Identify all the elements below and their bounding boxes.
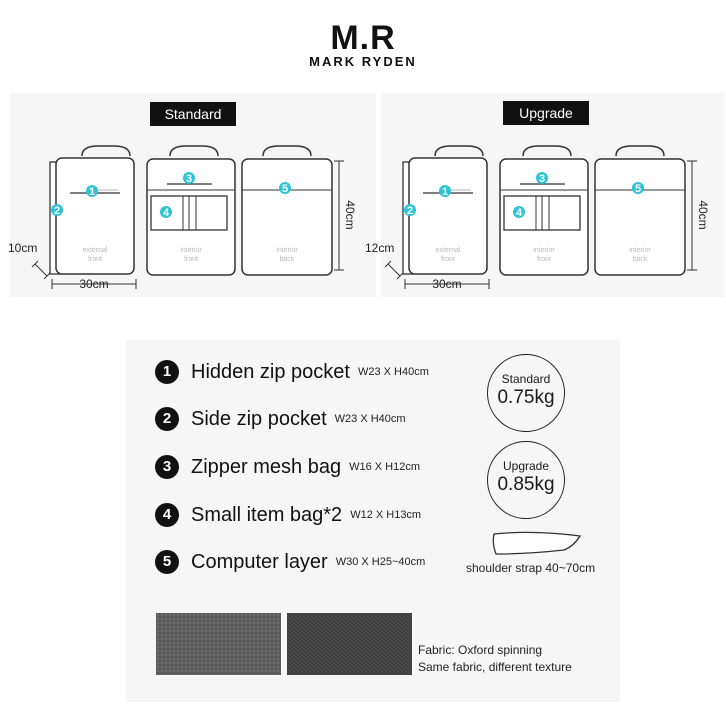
fabric-description: Fabric: Oxford spinning: [418, 643, 543, 657]
bag-diagrams: [0, 0, 726, 340]
feature-name: Hidden zip pocket: [191, 360, 350, 383]
feature-number: 1: [155, 360, 179, 384]
feature-size: W23 X H40cm: [334, 413, 406, 425]
brand-logo-mark: M.R: [330, 19, 396, 57]
feature-side-zip-pocket: [155, 404, 406, 434]
marker-3: 3: [538, 173, 546, 185]
standard-weight-badge: [487, 354, 565, 432]
brand-name: MARK RYDEN: [309, 54, 417, 69]
fabric-note: Same fabric, different texture: [418, 660, 572, 674]
feature-number: 5: [155, 550, 179, 574]
shoulder-strap-icon: [488, 526, 588, 558]
upgrade-width-label: 30cm: [432, 277, 462, 291]
weight-value: 0.75kg: [497, 387, 555, 408]
feature-small-item-bag: [155, 500, 421, 530]
feature-number: 3: [155, 455, 179, 479]
marker-4: 4: [162, 207, 170, 219]
standard-badge: Standard: [150, 102, 236, 126]
weight-label: Standard: [501, 372, 551, 386]
marker-2: 2: [53, 205, 61, 217]
weight-value: 0.85kg: [497, 474, 555, 495]
upgrade-badge: Upgrade: [503, 101, 589, 125]
marker-2: 2: [406, 205, 414, 217]
feature-size: W12 X H13cm: [350, 509, 422, 521]
feature-name: Side zip pocket: [191, 407, 327, 430]
upgrade-depth-label: 12cm: [365, 241, 395, 255]
marker-5: 5: [281, 183, 289, 195]
standard-height-label: 40cm: [343, 200, 357, 230]
marker-4: 4: [515, 207, 523, 219]
feature-size: W16 X H12cm: [349, 461, 420, 473]
feature-number: 2: [155, 407, 179, 431]
feature-name: Zipper mesh bag: [191, 455, 342, 478]
marker-5: 5: [634, 183, 642, 195]
feature-name: Computer layer: [191, 550, 328, 573]
feature-number: 4: [155, 503, 179, 527]
upgrade-bag-set: [365, 146, 710, 291]
feature-computer-layer: [155, 547, 425, 577]
feature-size: W30 X H25~40cm: [335, 556, 426, 568]
weight-label: Upgrade: [502, 459, 550, 473]
feature-hidden-zip-pocket: [155, 357, 429, 387]
marker-1: 1: [88, 186, 96, 198]
feature-name: Small item bag*2: [191, 503, 343, 526]
shoulder-strap-label: shoulder strap 40~70cm: [466, 561, 596, 575]
standard-bag-set: [8, 146, 357, 291]
fabric-swatch-standard: [156, 613, 281, 675]
fabric-swatch-upgrade: [287, 613, 412, 675]
standard-depth-label: 10cm: [8, 241, 38, 255]
standard-width-label: 30cm: [79, 277, 109, 291]
marker-1: 1: [441, 186, 449, 198]
feature-size: W23 X H40cm: [357, 366, 429, 378]
feature-zipper-mesh-bag: [155, 452, 420, 482]
marker-3: 3: [185, 173, 193, 185]
upgrade-height-label: 40cm: [696, 200, 710, 230]
upgrade-weight-badge: [487, 441, 565, 519]
